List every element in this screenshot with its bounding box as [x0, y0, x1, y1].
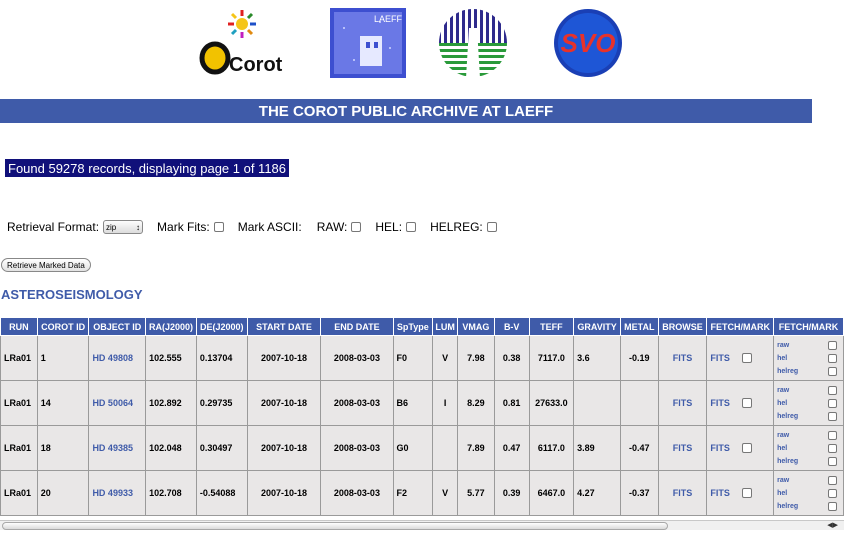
sptype-cell — [393, 426, 433, 471]
col-header: VMAG — [458, 318, 495, 336]
raw-link[interactable]: raw — [777, 341, 790, 349]
fetch-mark-group — [710, 353, 770, 363]
browse-fits-cell — [658, 471, 707, 516]
col-header: METAL — [620, 318, 658, 336]
helreg-label: HELREG: — [430, 220, 483, 234]
corot-id-cell: 20 — [40, 488, 51, 498]
ascii-option — [777, 455, 837, 468]
hel-row-checkbox[interactable] — [828, 399, 837, 408]
table-row — [1, 471, 844, 516]
retrieve-marked-data-button[interactable]: Retrieve Marked Data — [1, 258, 91, 272]
gravity-cell — [574, 336, 621, 381]
bv-cell — [494, 471, 529, 516]
de-cell — [196, 381, 247, 426]
helreg-link[interactable]: helreg — [777, 502, 799, 510]
run-cell — [1, 471, 38, 516]
hel-row-checkbox[interactable] — [828, 489, 837, 498]
start-date-cell: 2007-10-18 — [260, 488, 308, 498]
run-cell: LRa01 — [4, 488, 32, 498]
gravity-cell: 3.89 — [577, 443, 595, 453]
ra-cell — [146, 471, 197, 516]
end-date-cell: 2008-03-03 — [333, 488, 380, 498]
ascii-options — [777, 429, 840, 468]
mark-fits-checkbox[interactable] — [214, 222, 224, 232]
teff-cell: 6117.0 — [537, 443, 565, 453]
vmag-cell: 5.77 — [467, 488, 485, 498]
fetch-fits-link[interactable]: FITS — [710, 488, 730, 498]
run-cell — [1, 426, 38, 471]
select-arrows-icon: ↕ — [136, 222, 141, 232]
de-cell: 0.29735 — [199, 398, 233, 408]
bv-cell — [494, 381, 529, 426]
hel-link[interactable]: hel — [777, 354, 788, 362]
lum-cell: V — [442, 353, 449, 363]
sptype-cell: G0 — [396, 443, 409, 453]
mark-fits-row-checkbox[interactable] — [742, 353, 752, 363]
metal-cell — [620, 381, 658, 426]
browse-fits-link[interactable]: FITS — [672, 398, 693, 408]
helreg-link[interactable]: helreg — [777, 412, 799, 420]
scroll-arrows-icon[interactable]: ◀▶ — [827, 522, 838, 529]
fetch-mark-group — [710, 443, 770, 453]
fetch-fits-link[interactable]: FITS — [710, 398, 730, 408]
svg-text:LAEFF: LAEFF — [374, 14, 403, 24]
vmag-cell: 7.89 — [467, 443, 485, 453]
svg-text:SVO: SVO — [560, 28, 616, 58]
ascii-option — [777, 487, 837, 500]
start-date-cell: 2007-10-18 — [260, 443, 308, 453]
fetch-fits-link[interactable]: FITS — [710, 443, 730, 453]
ascii-options — [777, 474, 840, 513]
banner-title: THE COROT PUBLIC ARCHIVE AT LAEFF — [258, 102, 554, 120]
logo-bar — [0, 8, 844, 80]
retrieval-format-label: Retrieval Format: — [7, 220, 100, 234]
ascii-options — [777, 384, 840, 423]
lum-cell — [433, 471, 458, 516]
run-cell — [1, 336, 38, 381]
ascii-option — [777, 429, 837, 442]
hel-link[interactable]: hel — [777, 444, 788, 452]
raw-row-checkbox[interactable] — [828, 386, 837, 395]
table-header-row — [1, 318, 844, 336]
raw-row-checkbox[interactable] — [828, 431, 837, 440]
vmag-cell — [458, 336, 495, 381]
lum-cell: V — [442, 488, 449, 498]
sptype-cell — [393, 471, 433, 516]
col-header: RA(J2000) — [146, 318, 197, 336]
teff-cell: 27633.0 — [535, 398, 568, 408]
metal-cell — [620, 471, 658, 516]
fetch-mark-cell — [707, 336, 774, 381]
de-cell: -0.54088 — [199, 488, 236, 498]
helreg-link[interactable]: helreg — [777, 457, 799, 465]
lum-cell — [433, 426, 458, 471]
raw-label: RAW: — [316, 220, 348, 234]
metal-cell — [620, 426, 658, 471]
col-header: START DATE — [247, 318, 321, 336]
end-date-cell — [321, 381, 393, 426]
col-header: OBJECT ID — [89, 318, 146, 336]
col-header: LUM — [433, 318, 458, 336]
vmag-cell — [458, 471, 495, 516]
vmag-cell — [458, 381, 495, 426]
corot-id-cell: 14 — [40, 398, 51, 408]
ascii-option — [777, 500, 837, 513]
metal-cell: -0.19 — [629, 353, 650, 363]
col-header: BROWSE — [658, 318, 707, 336]
lum-cell — [433, 336, 458, 381]
metal-cell: -0.47 — [629, 443, 650, 453]
helreg-row-checkbox[interactable] — [828, 412, 837, 421]
helreg-checkbox[interactable] — [487, 222, 497, 232]
fetch-mark-ascii-cell — [774, 381, 844, 426]
table-row — [1, 381, 844, 426]
helreg-row-checkbox[interactable] — [828, 367, 837, 376]
corot-id-cell — [37, 381, 89, 426]
raw-link[interactable]: raw — [777, 476, 790, 484]
col-header: TEFF — [529, 318, 574, 336]
bv-cell: 0.39 — [502, 488, 521, 498]
run-cell: LRa01 — [4, 398, 32, 408]
sptype-cell: F2 — [396, 488, 408, 498]
corot-id-cell — [37, 426, 89, 471]
start-date-cell — [247, 336, 321, 381]
end-date-cell: 2008-03-03 — [333, 398, 380, 408]
retrieval-options — [7, 220, 511, 234]
browse-fits-link[interactable]: FITS — [672, 443, 693, 453]
col-header: B-V — [494, 318, 529, 336]
fetch-mark-group — [710, 398, 770, 408]
table-row — [1, 336, 844, 381]
corot-id-cell — [37, 336, 89, 381]
ascii-option — [777, 474, 837, 487]
observatory-logo — [436, 8, 510, 78]
object-id-link[interactable]: HD 49385 — [92, 443, 133, 453]
teff-cell: 6467.0 — [537, 488, 566, 498]
mark-fits-row-checkbox[interactable] — [742, 398, 752, 408]
bv-cell — [494, 336, 529, 381]
browse-fits-cell — [658, 381, 707, 426]
start-date-cell — [247, 426, 321, 471]
de-cell — [196, 471, 247, 516]
vmag-cell: 8.29 — [467, 398, 485, 408]
browse-fits-cell — [658, 426, 707, 471]
col-header: FETCH/MARK — [707, 318, 774, 336]
ra-cell: 102.708 — [149, 488, 182, 498]
ascii-option — [777, 410, 837, 423]
object-id-link[interactable]: HD 49933 — [92, 488, 133, 498]
teff-cell — [529, 381, 574, 426]
fetch-mark-ascii-cell — [774, 336, 844, 381]
fetch-mark-cell — [707, 426, 774, 471]
run-cell: LRa01 — [4, 443, 32, 453]
corot-id-cell: 1 — [40, 353, 46, 363]
gravity-cell — [574, 426, 621, 471]
sptype-cell: F0 — [396, 353, 408, 363]
end-date-cell: 2008-03-03 — [333, 353, 380, 363]
ascii-option — [777, 397, 837, 410]
mark-fits-label: Mark Fits: — [157, 220, 210, 234]
ra-cell — [146, 426, 197, 471]
laeff-logo — [330, 8, 406, 78]
retrieval-format-value: zip — [106, 222, 117, 232]
ra-cell: 102.048 — [149, 443, 182, 453]
archive-banner — [0, 99, 812, 123]
gravity-cell — [574, 471, 621, 516]
teff-cell — [529, 426, 574, 471]
fetch-mark-ascii-cell — [774, 471, 844, 516]
end-date-cell — [321, 426, 393, 471]
corot-id-cell — [37, 471, 89, 516]
raw-link[interactable]: raw — [777, 431, 790, 439]
bv-cell: 0.38 — [502, 353, 521, 363]
col-header: COROT ID — [37, 318, 89, 336]
ra-cell — [146, 336, 197, 381]
ra-cell: 102.892 — [149, 398, 182, 408]
retrieval-format-select[interactable] — [103, 220, 143, 234]
start-date-cell — [247, 381, 321, 426]
end-date-cell — [321, 336, 393, 381]
hel-checkbox[interactable] — [406, 222, 416, 232]
raw-row-checkbox[interactable] — [828, 341, 837, 350]
mark-fits-row-checkbox[interactable] — [742, 488, 752, 498]
teff-cell — [529, 336, 574, 381]
gravity-cell: 4.27 — [577, 488, 595, 498]
ascii-option — [777, 442, 837, 455]
ra-cell — [146, 381, 197, 426]
bv-cell: 0.47 — [502, 443, 521, 453]
start-date-cell: 2007-10-18 — [260, 353, 308, 363]
fetch-mark-cell — [707, 381, 774, 426]
section-title: ASTEROSEISMOLOGY — [1, 287, 143, 302]
teff-cell — [529, 471, 574, 516]
vmag-cell: 7.98 — [467, 353, 485, 363]
table-row — [1, 426, 844, 471]
col-header: RUN — [1, 318, 38, 336]
gravity-cell: 3.6 — [577, 353, 590, 363]
hel-row-checkbox[interactable] — [828, 444, 837, 453]
fetch-mark-cell — [707, 471, 774, 516]
bv-cell: 0.81 — [502, 398, 521, 408]
sptype-cell — [393, 336, 433, 381]
hel-link[interactable]: hel — [777, 489, 788, 497]
object-id-cell — [89, 381, 146, 426]
corot-logo — [197, 8, 287, 78]
browse-fits-link[interactable]: FITS — [672, 488, 693, 498]
mark-ascii-label: Mark ASCII: — [237, 220, 302, 234]
col-header: FETCH/MARK — [774, 318, 844, 336]
fetch-mark-ascii-cell — [774, 426, 844, 471]
ascii-option — [777, 365, 837, 378]
de-cell — [196, 426, 247, 471]
sptype-cell: B6 — [396, 398, 409, 408]
helreg-link[interactable]: helreg — [777, 367, 799, 375]
fetch-mark-group — [710, 488, 770, 498]
metal-cell — [620, 336, 658, 381]
raw-link[interactable]: raw — [777, 386, 790, 394]
browse-fits-link[interactable]: FITS — [672, 353, 693, 363]
run-cell — [1, 381, 38, 426]
de-cell: 0.13704 — [199, 353, 233, 363]
helreg-row-checkbox[interactable] — [828, 457, 837, 466]
de-cell — [196, 336, 247, 381]
run-cell: LRa01 — [4, 353, 32, 363]
vmag-cell — [458, 426, 495, 471]
lum-cell: I — [443, 398, 447, 408]
hel-label: HEL: — [375, 220, 403, 234]
corot-id-cell: 18 — [40, 443, 51, 453]
helreg-row-checkbox[interactable] — [828, 502, 837, 511]
start-date-cell: 2007-10-18 — [260, 398, 308, 408]
records-found-label: Found 59278 records, displaying page 1 of 1186 — [5, 159, 289, 177]
object-id-cell — [89, 471, 146, 516]
horizontal-scrollbar[interactable] — [0, 520, 844, 530]
teff-cell: 7117.0 — [537, 353, 565, 363]
col-header: SpType — [393, 318, 433, 336]
gravity-cell — [574, 381, 621, 426]
svg-text:Corot: Corot — [229, 54, 283, 76]
fetch-fits-link[interactable]: FITS — [710, 353, 730, 363]
object-id-link[interactable]: HD 50064 — [92, 398, 133, 408]
scrollbar-thumb[interactable] — [2, 522, 668, 530]
sptype-cell — [393, 381, 433, 426]
ascii-option — [777, 339, 837, 352]
ascii-option — [777, 352, 837, 365]
end-date-cell — [321, 471, 393, 516]
ascii-option — [777, 384, 837, 397]
object-id-cell — [89, 426, 146, 471]
mark-fits-row-checkbox[interactable] — [742, 443, 752, 453]
ra-cell: 102.555 — [149, 353, 182, 363]
bv-cell — [494, 426, 529, 471]
col-header: DE(J2000) — [196, 318, 247, 336]
object-id-link[interactable]: HD 49808 — [92, 353, 133, 363]
col-header: GRAVITY — [574, 318, 621, 336]
col-header: END DATE — [321, 318, 393, 336]
results-table — [0, 317, 844, 516]
svo-logo — [551, 8, 625, 78]
de-cell: 0.30497 — [199, 443, 233, 453]
browse-fits-cell — [658, 336, 707, 381]
object-id-cell — [89, 336, 146, 381]
raw-checkbox[interactable] — [351, 222, 361, 232]
hel-link[interactable]: hel — [777, 399, 788, 407]
ascii-options — [777, 339, 840, 378]
lum-cell — [433, 381, 458, 426]
end-date-cell: 2008-03-03 — [333, 443, 380, 453]
start-date-cell — [247, 471, 321, 516]
metal-cell: -0.37 — [629, 488, 650, 498]
hel-row-checkbox[interactable] — [828, 354, 837, 363]
raw-row-checkbox[interactable] — [828, 476, 837, 485]
